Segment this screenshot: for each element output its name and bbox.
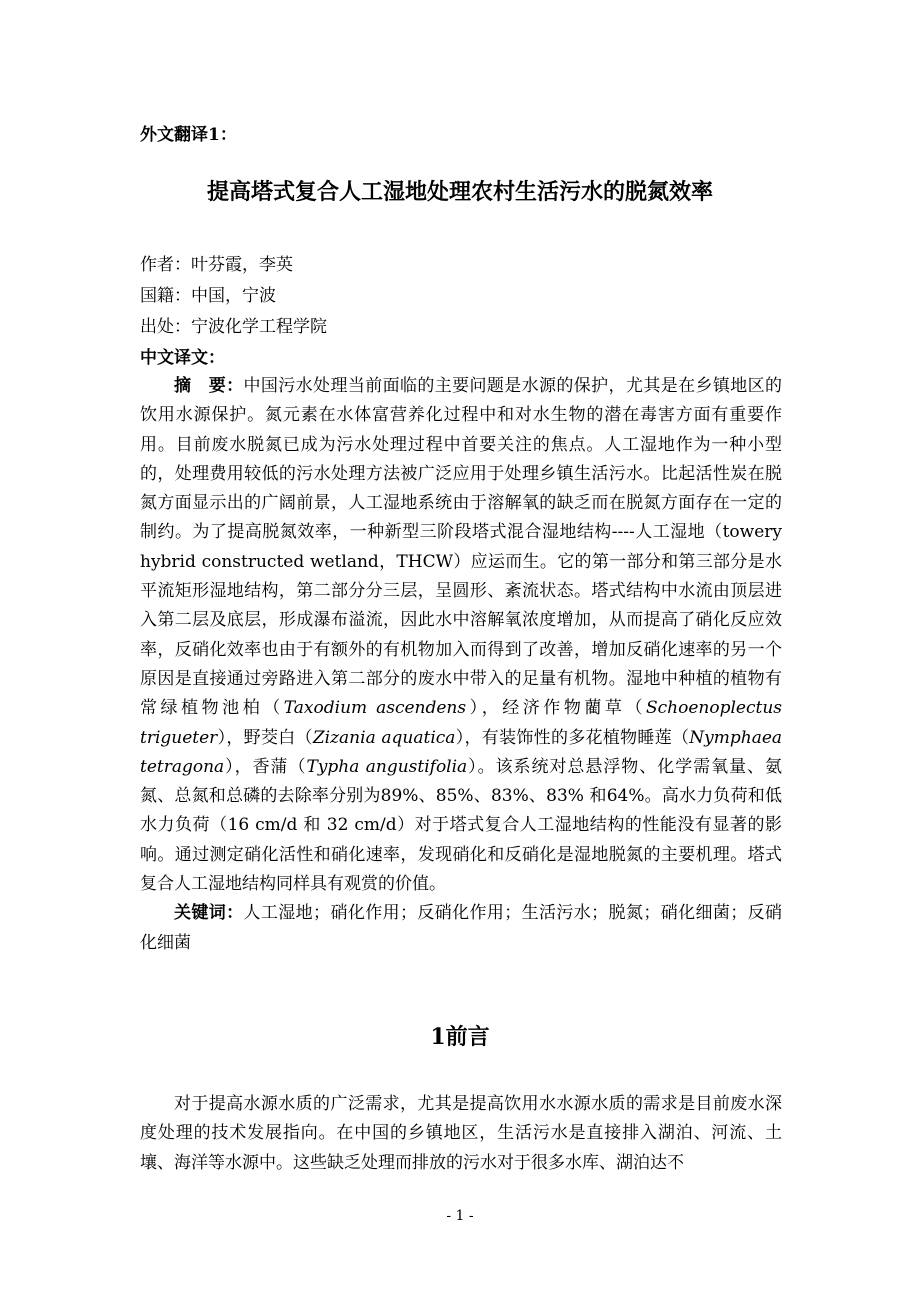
keywords-text: 人工湿地；硝化作用；反硝化作用；生活污水；脱氮；硝化细菌；反硝化细菌 — [140, 903, 783, 953]
abstract-block — [140, 372, 782, 958]
document-title: 提高塔式复合人工湿地处理农村生活污水的脱氮效率 — [206, 179, 713, 205]
abstract-paragraph — [140, 372, 782, 899]
section-title: 1前言 — [430, 1024, 490, 1050]
intro-block — [140, 1090, 782, 1178]
abstract-text-6: ）。该系统对总悬浮物、化学需氧量、氨氮、总氮和总磷的去除率分别为89%、85%、83%、83% 和64%。高水力负荷和低水力负荷（16 cm/d 和 32 cm/d）对于塔式复合人工湿地结构的性能没有显著的影响。通过测定硝化活性和硝化速率，发现硝化和反硝化是湿地脱氮的主要机理。塔式复合人工湿地结构同样具有观赏的价值。 — [140, 756, 783, 895]
intro-paragraph: 对于提高水源水质的广泛需求，尤其是提高饮用水水源水质的需求是目前废水深度处理的技术发展指向。在中国的乡镇地区，生活污水是直接排入湖泊、河流、土壤、海洋等水源中。这些缺乏处理而排放的污水对于很多水库、湖泊达不 — [140, 1094, 782, 1173]
species-taxodium: Taxodium ascendens — [283, 698, 467, 719]
species-zizania: Zizania aquatica — [312, 727, 456, 748]
abstract-label: 摘 要： — [174, 376, 244, 396]
translation-label: 外文翻译1： — [140, 125, 237, 145]
species-nymphaea: Nymphaea tetragona — [140, 727, 783, 777]
abstract-text-3: ），野茭白（ — [217, 727, 313, 748]
nationality-line: 国籍：中国，宁波 — [140, 286, 276, 306]
abstract-text-4: ），有装饰性的多花植物睡莲（ — [455, 727, 690, 748]
keywords-paragraph — [140, 899, 782, 958]
abstract-text-1: 中国污水处理当前面临的主要问题是水源的保护，尤其是在乡镇地区的饮用水源保护。氮元素在水体富营养化过程中和对水生物的潜在毒害方面有重要作用。目前废水脱氮已成为污水处理过程中首要关注的焦点。人工湿地作为一种小型的，处理费用较低的污水处理方法被广泛应用于处理乡镇生活污水。比起活性炭在脱氮方面显示出的广阔前景，人工湿地系统由于溶解氧的缺乏而在脱氮方面存在一定的制约。为了提高脱氮效率，一种新型三阶段塔式混合湿地结构----人工湿地（towery hybrid constructed wetland，THCW）应运而生。它的第一部分和第三部分是水平流矩形湿地结构，第二部分分三层，呈圆形、紊流状态。塔式结构中水流由顶层进入第二层及底层，形成瀑布溢流，因此水中溶解氧浓度增加，从而提高了硝化反应效率，反硝化效率也由于有额外的有机物加入而得到了改善，增加反硝化速率的另一个原因是直接通过旁路进入第二部分的废水中带入的足量有机物。湿地中种植的植物有常绿植物池柏（ — [140, 376, 783, 719]
abstract-text-5: ），香蒲（ — [224, 756, 307, 777]
abstract-text-2: ），经济作物藺草（ — [466, 698, 647, 719]
species-typha: Typha angustifolia — [306, 756, 468, 777]
page-number: - 1 - — [446, 1208, 474, 1224]
species-schoenoplectus: Schoenoplectus trigueter — [140, 698, 783, 748]
source-line: 出处：宁波化学工程学院 — [140, 317, 327, 337]
translation-heading: 中文译文： — [140, 348, 225, 368]
author-line: 作者：叶芬霞，李英 — [140, 255, 293, 275]
keywords-label: 关键词： — [174, 903, 244, 924]
